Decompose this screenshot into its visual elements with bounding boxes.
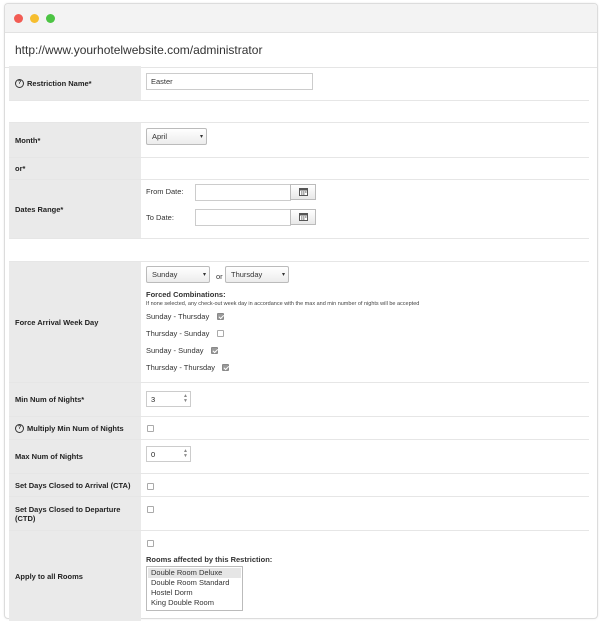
- min-nights-stepper[interactable]: 3 ▲ ▼: [146, 391, 191, 407]
- ctd-checkbox[interactable]: [147, 506, 154, 513]
- combo-checkbox[interactable]: [211, 347, 218, 354]
- combo-checkbox[interactable]: [222, 364, 229, 371]
- chevron-down-icon: ▾: [281, 272, 285, 278]
- row-min-nights: [9, 383, 589, 417]
- list-item[interactable]: Double Room Deluxe: [148, 568, 241, 578]
- row-apply-rooms: [9, 531, 589, 621]
- row-cta: [9, 474, 589, 497]
- from-date-label: From Date:: [146, 187, 184, 196]
- minimize-window-dot[interactable]: [30, 14, 39, 23]
- row-ctd: [9, 497, 589, 531]
- maximize-window-dot[interactable]: [46, 14, 55, 23]
- to-date-input[interactable]: [195, 209, 291, 226]
- to-date-label: To Date:: [146, 213, 174, 222]
- row-restriction-name: [9, 66, 589, 101]
- combo-checkbox[interactable]: [217, 313, 224, 320]
- spacer: [9, 239, 589, 262]
- row-or: [9, 158, 589, 180]
- rooms-listbox[interactable]: [146, 566, 243, 611]
- combo-label: Sunday - Sunday: [146, 346, 204, 355]
- chevron-down-icon: ▾: [202, 272, 206, 278]
- restriction-form: [9, 66, 589, 621]
- ctd-label: Set Days Closed to Departure (CTD): [9, 497, 141, 530]
- combo-label: Sunday - Thursday: [146, 312, 210, 321]
- cta-label: Set Days Closed to Arrival (CTA): [9, 474, 141, 496]
- list-item[interactable]: Double Room Standard: [151, 578, 230, 587]
- apply-rooms-label: Apply to all Rooms: [9, 531, 141, 621]
- row-dates-range: [9, 180, 589, 239]
- address-bar[interactable]: [5, 33, 597, 68]
- multiply-min-checkbox[interactable]: [147, 425, 154, 432]
- row-month: [9, 123, 589, 158]
- row-force-arrival: [9, 262, 589, 383]
- restriction-name-input[interactable]: Easter: [146, 73, 313, 90]
- cta-checkbox[interactable]: [147, 483, 154, 490]
- calendar-icon[interactable]: [290, 209, 316, 225]
- apply-rooms-checkbox[interactable]: [147, 540, 154, 547]
- month-label: Month*: [9, 123, 141, 157]
- combo-checkbox[interactable]: [217, 330, 224, 337]
- dates-range-label: Dates Range*: [9, 180, 141, 238]
- stepper-arrows-icon[interactable]: ▲ ▼: [183, 448, 188, 459]
- max-nights-stepper[interactable]: 0 ▲ ▼: [146, 446, 191, 462]
- multiply-min-label: ? Multiply Min Num of Nights: [9, 417, 141, 439]
- restriction-name-label: ? Restriction Name*: [9, 66, 141, 100]
- or-text: or: [216, 272, 223, 281]
- stepper-arrows-icon[interactable]: ▲ ▼: [183, 393, 188, 404]
- from-date-input[interactable]: [195, 184, 291, 201]
- combo-label: Thursday - Sunday: [146, 329, 210, 338]
- row-max-nights: [9, 440, 589, 474]
- max-nights-label: Max Num of Nights: [9, 440, 141, 473]
- forced-combinations-title: Forced Combinations:: [146, 290, 226, 299]
- force-arrival-label: Force Arrival Week Day: [9, 262, 141, 382]
- spacer: [9, 101, 589, 123]
- close-window-dot[interactable]: [14, 14, 23, 23]
- title-bar: [5, 4, 597, 33]
- list-item[interactable]: Hostel Dorm: [151, 588, 193, 597]
- combo-label: Thursday - Thursday: [146, 363, 216, 372]
- or-label: or*: [9, 158, 141, 179]
- min-nights-label: Min Num of Nights*: [9, 383, 141, 416]
- rooms-title: Rooms affected by this Restriction:: [146, 555, 273, 564]
- month-select[interactable]: April ▾: [146, 128, 207, 145]
- help-icon[interactable]: ?: [15, 424, 24, 433]
- row-multiply-min: [9, 417, 589, 440]
- arrival-day1-select[interactable]: Sunday ▾: [146, 266, 210, 283]
- list-item[interactable]: King Double Room: [151, 598, 214, 607]
- calendar-icon[interactable]: [290, 184, 316, 200]
- help-icon[interactable]: ?: [15, 79, 24, 88]
- url-text: http://www.yourhotelwebsite.com/administrator: [15, 43, 263, 57]
- forced-combinations-note: If none selected, any check-out week day in accordance with the max and min number of nights will be accepted: [146, 301, 420, 307]
- arrival-day2-select[interactable]: Thursday ▾: [225, 266, 289, 283]
- chevron-down-icon: ▾: [199, 134, 203, 140]
